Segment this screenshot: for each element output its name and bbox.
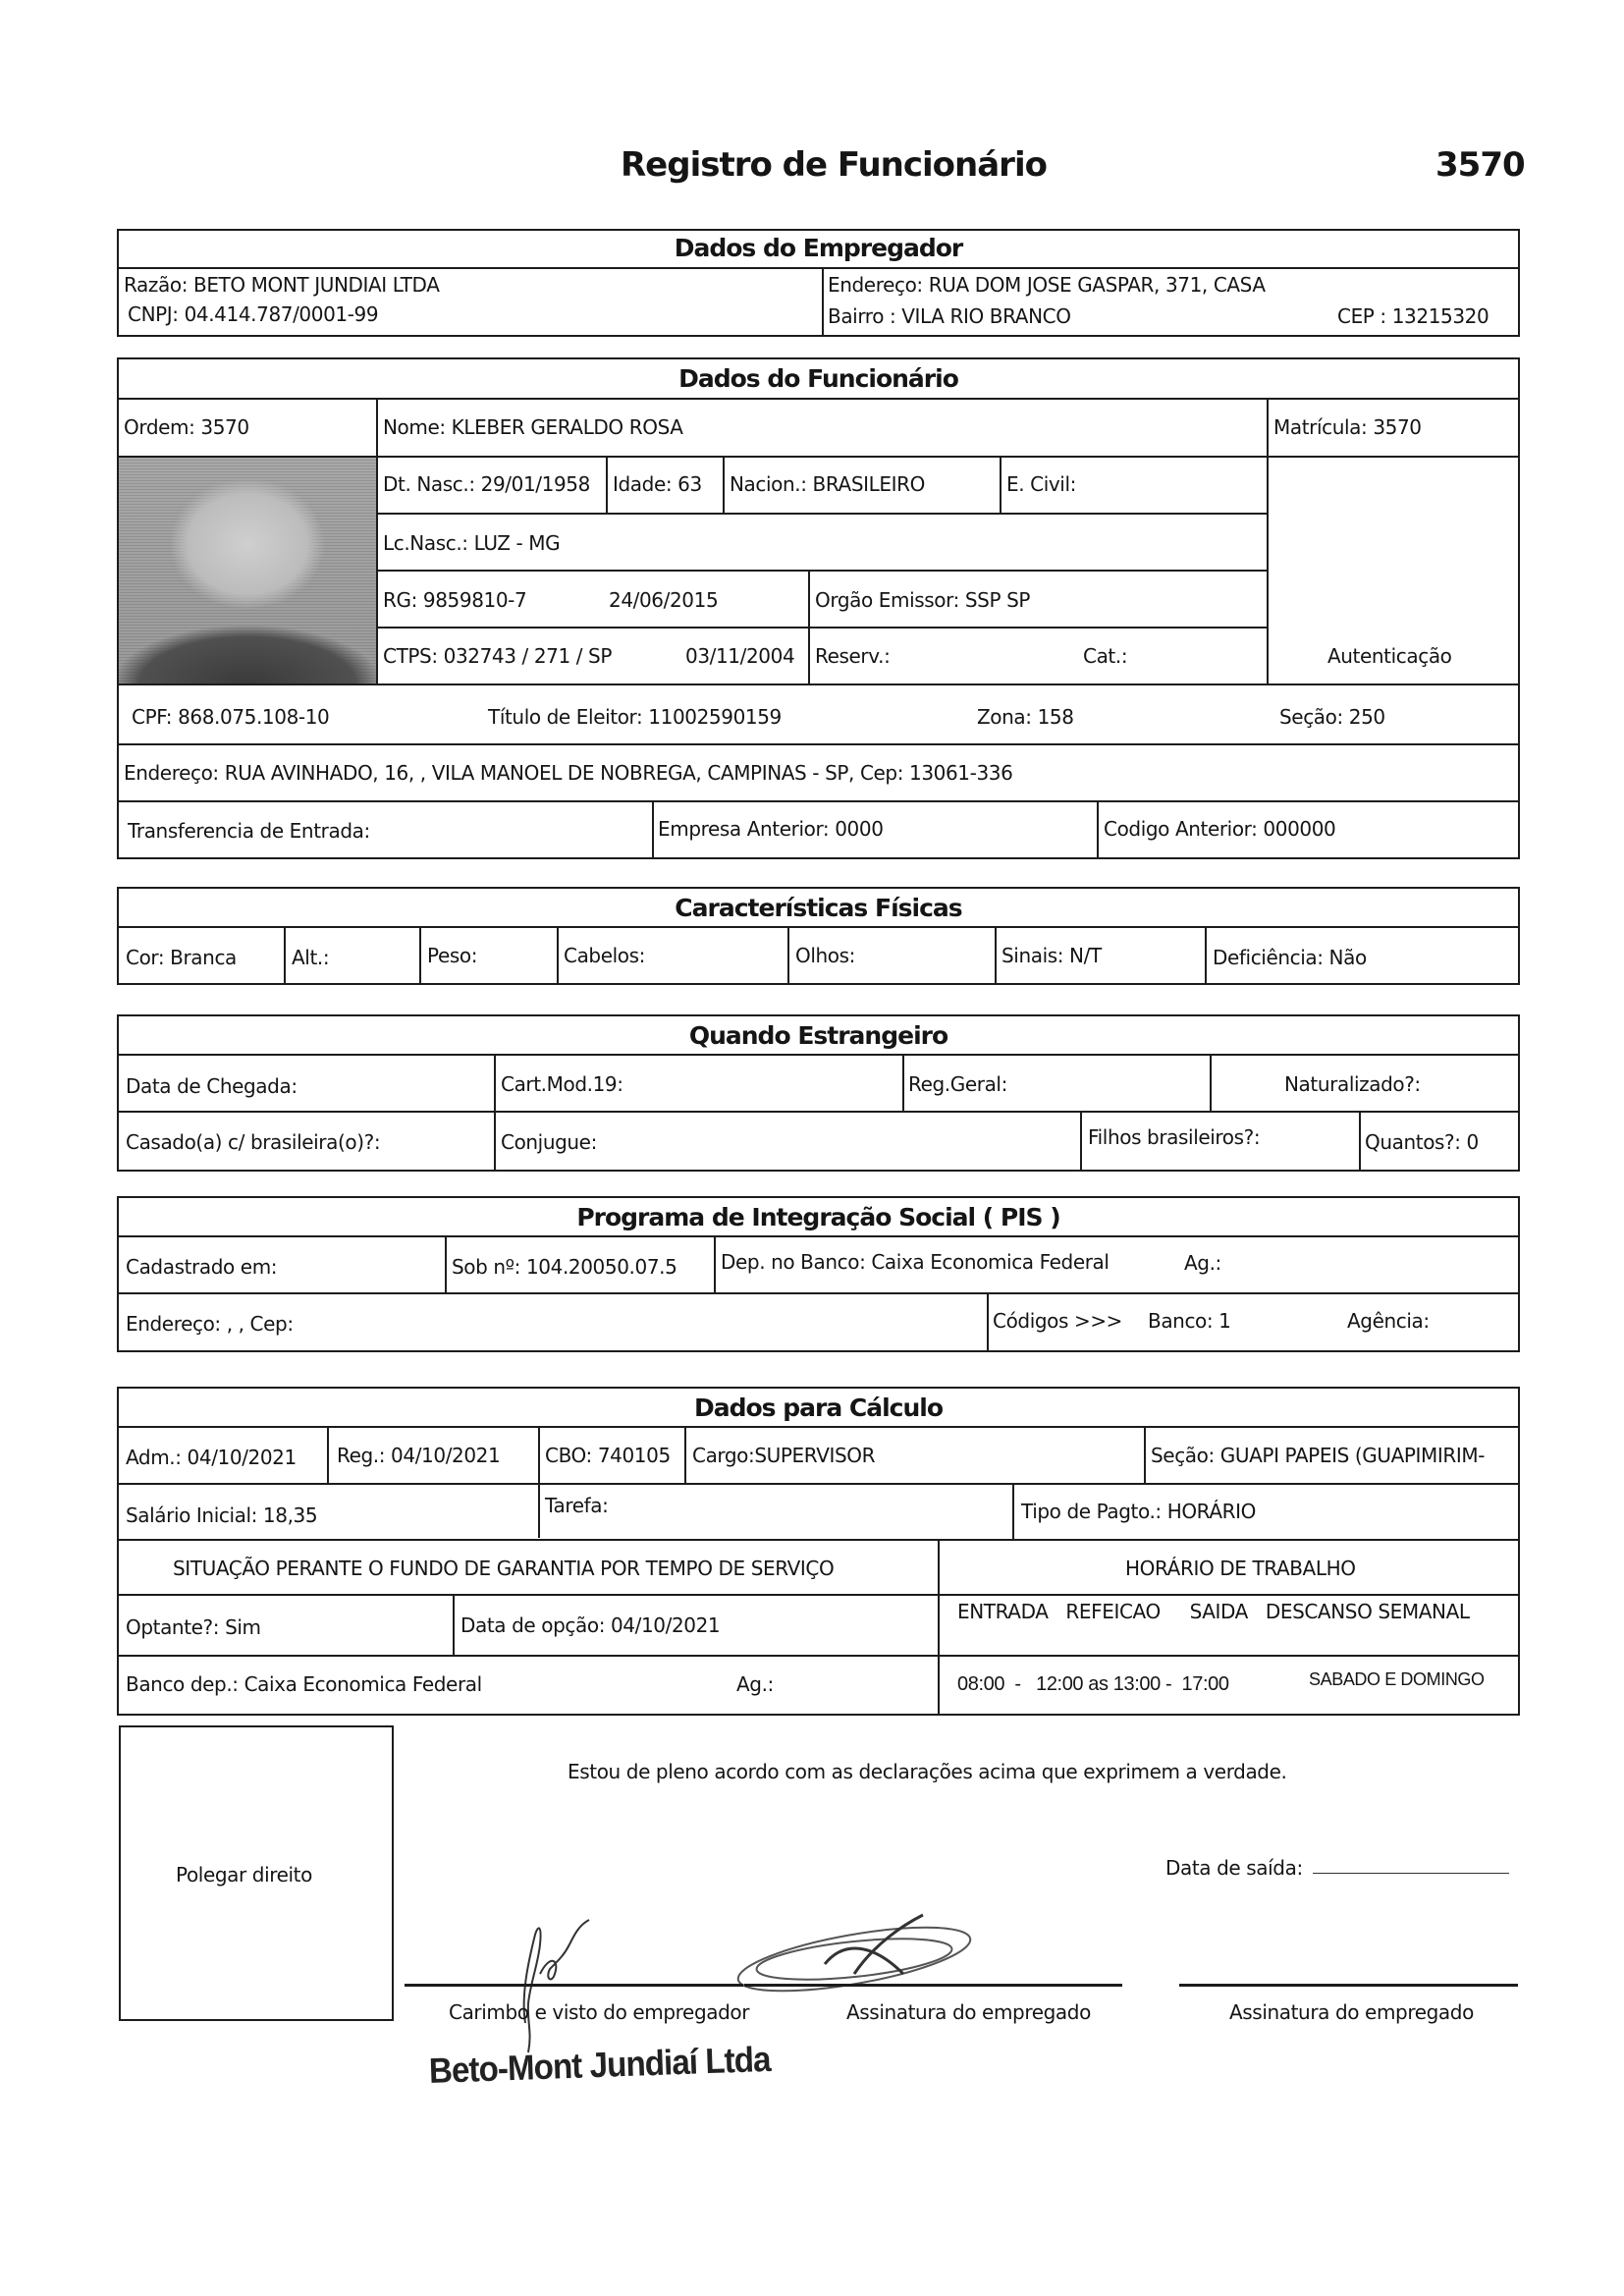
physical-heading: Características Físicas bbox=[675, 894, 962, 922]
fgts-optant: Optante?: Sim bbox=[126, 1615, 261, 1639]
employee-section-number: Seção: 250 bbox=[1279, 705, 1385, 729]
employee-photo bbox=[119, 458, 376, 684]
employee-ctps-date: 03/11/2004 bbox=[685, 644, 795, 668]
fgts-option-date: Data de opção: 04/10/2021 bbox=[460, 1613, 721, 1637]
employee-issuing-agency: Orgão Emissor: SSP SP bbox=[815, 588, 1031, 612]
disability: Deficiência: Não bbox=[1213, 946, 1367, 969]
schedule-times: 08:00 - 12:00 as 13:00 - 17:00 bbox=[957, 1673, 1229, 1695]
employee-cpf: CPF: 868.075.108-10 bbox=[132, 705, 330, 729]
divider bbox=[822, 267, 824, 336]
divider bbox=[117, 1054, 1520, 1056]
payment-type: Tipo de Pagto.: HORÁRIO bbox=[1021, 1500, 1256, 1523]
exit-date-field[interactable] bbox=[1313, 1873, 1509, 1874]
divider bbox=[1205, 926, 1207, 985]
pis-bank-code: Banco: 1 bbox=[1148, 1309, 1231, 1333]
divider bbox=[117, 683, 1520, 685]
divider bbox=[938, 1539, 940, 1716]
employee-voter-id: Título de Eleitor: 11002590159 bbox=[488, 705, 782, 729]
brazilian-children: Filhos brasileiros?: bbox=[1088, 1125, 1261, 1149]
registration-date: Reg.: 04/10/2021 bbox=[337, 1444, 501, 1467]
spouse: Conjugue: bbox=[501, 1130, 597, 1154]
divider bbox=[117, 1235, 1520, 1237]
pis-registered-on: Cadastrado em: bbox=[126, 1255, 278, 1279]
employee-cat: Cat.: bbox=[1083, 644, 1128, 668]
naturalized: Naturalizado?: bbox=[1284, 1072, 1421, 1096]
pis-number: Sob nº: 104.20050.07.5 bbox=[452, 1255, 677, 1279]
declaration-text: Estou de pleno acordo com as declarações acima que exprimem a verdade. bbox=[568, 1760, 1287, 1783]
divider bbox=[117, 1539, 1520, 1541]
employee-signature-icon bbox=[707, 1905, 1021, 2013]
arrival-date: Data de Chegada: bbox=[126, 1074, 298, 1098]
employee-ctps: CTPS: 032743 / 271 / SP bbox=[383, 644, 613, 668]
work-schedule-heading: HORÁRIO DE TRABALHO bbox=[1125, 1557, 1356, 1580]
divider bbox=[117, 267, 1520, 269]
employee-birthdate: Dt. Nasc.: 29/01/1958 bbox=[383, 472, 590, 496]
divider bbox=[284, 926, 286, 985]
employee-signature-label-1: Assinatura do empregado bbox=[846, 2000, 1091, 2024]
fgts-bank-agency: Ag.: bbox=[736, 1672, 774, 1696]
height: Alt.: bbox=[292, 946, 330, 969]
calculation-heading: Dados para Cálculo bbox=[693, 1394, 944, 1422]
foreigner-heading: Quando Estrangeiro bbox=[688, 1021, 948, 1050]
divider bbox=[1210, 1054, 1212, 1111]
employer-cnpj: CNPJ: 04.414.787/0001-99 bbox=[128, 302, 379, 326]
divider bbox=[445, 1235, 447, 1292]
employee-age: Idade: 63 bbox=[613, 472, 702, 496]
employer-bairro: Bairro : VILA RIO BRANCO bbox=[828, 304, 1071, 328]
employee-zone: Zona: 158 bbox=[977, 705, 1074, 729]
divider bbox=[995, 926, 997, 985]
divider bbox=[1012, 1483, 1014, 1539]
divider bbox=[117, 1111, 1520, 1113]
employer-heading: Dados do Empregador bbox=[674, 234, 963, 262]
employee-name: Nome: KLEBER GERALDO ROSA bbox=[383, 415, 683, 439]
employer-razao: Razão: BETO MONT JUNDIAI LTDA bbox=[124, 273, 440, 297]
cbo-code: CBO: 740105 bbox=[545, 1444, 671, 1467]
weekly-rest: SABADO E DOMINGO bbox=[1309, 1669, 1485, 1689]
divider bbox=[117, 1594, 1520, 1596]
divider bbox=[684, 1426, 686, 1483]
record-number: 3570 bbox=[1435, 145, 1525, 185]
divider bbox=[987, 1292, 989, 1351]
divider bbox=[723, 456, 725, 513]
employee-nationality: Nacion.: BRASILEIRO bbox=[730, 472, 925, 496]
divider bbox=[1359, 1111, 1361, 1171]
job-title: Cargo:SUPERVISOR bbox=[692, 1444, 876, 1467]
transfer-entry: Transferencia de Entrada: bbox=[128, 819, 370, 843]
employee-matricula: Matrícula: 3570 bbox=[1273, 415, 1422, 439]
employee-signature-line-2 bbox=[1179, 1984, 1518, 1987]
page-title: Registro de Funcionário bbox=[621, 145, 1047, 185]
divider bbox=[419, 926, 421, 985]
admission-date: Adm.: 04/10/2021 bbox=[126, 1446, 297, 1469]
divider bbox=[902, 1054, 904, 1111]
previous-company: Empresa Anterior: 0000 bbox=[658, 817, 884, 841]
employer-cep: CEP : 13215320 bbox=[1337, 304, 1489, 328]
divider bbox=[117, 1655, 1520, 1657]
cart-mod-19: Cart.Mod.19: bbox=[501, 1072, 623, 1096]
divider bbox=[376, 570, 1267, 572]
employee-address: Endereço: RUA AVINHADO, 16, , VILA MANOEL DE NOBREGA, CAMPINAS - SP, Cep: 13061-336 bbox=[124, 761, 1013, 785]
initial-salary: Salário Inicial: 18,35 bbox=[126, 1503, 318, 1527]
married-brazilian: Casado(a) c/ brasileira(o)?: bbox=[126, 1130, 381, 1154]
divider bbox=[1097, 800, 1099, 859]
weight: Peso: bbox=[427, 944, 478, 967]
divider bbox=[376, 627, 1267, 629]
divider bbox=[376, 398, 378, 457]
employee-signature-line-1 bbox=[744, 1984, 1122, 1987]
employer-stamp-label: Carimbo e visto do empregador bbox=[449, 2000, 750, 2024]
divider bbox=[1000, 456, 1001, 513]
pis-bank: Dep. no Banco: Caixa Economica Federal bbox=[721, 1250, 1110, 1274]
skin-color: Cor: Branca bbox=[126, 946, 237, 969]
divider bbox=[117, 1483, 1520, 1485]
divider bbox=[117, 800, 1520, 802]
divider bbox=[453, 1594, 455, 1655]
children-count: Quantos?: 0 bbox=[1365, 1130, 1479, 1154]
pis-codes-label: Códigos >>> bbox=[993, 1309, 1123, 1333]
employee-signature-label-2: Assinatura do empregado bbox=[1229, 2000, 1474, 2024]
marks: Sinais: N/T bbox=[1001, 944, 1102, 967]
divider bbox=[117, 1292, 1520, 1294]
employee-birthplace: Lc.Nasc.: LUZ - MG bbox=[383, 531, 561, 555]
employee-civil-status: E. Civil: bbox=[1006, 472, 1076, 496]
divider bbox=[1144, 1426, 1146, 1483]
divider bbox=[117, 926, 1520, 928]
employee-rg: RG: 9859810-7 bbox=[383, 588, 527, 612]
divider bbox=[117, 398, 1520, 400]
fgts-heading: SITUAÇÃO PERANTE O FUNDO DE GARANTIA POR TEMPO DE SERVIÇO bbox=[173, 1557, 835, 1580]
employer-signature-line bbox=[405, 1984, 743, 1987]
divider bbox=[1267, 398, 1269, 684]
divider bbox=[787, 926, 789, 985]
hair: Cabelos: bbox=[564, 944, 645, 967]
pis-bank-agency: Ag.: bbox=[1184, 1251, 1221, 1275]
previous-code: Codigo Anterior: 000000 bbox=[1104, 817, 1336, 841]
employer-signature-icon bbox=[481, 1866, 658, 2062]
divider bbox=[1080, 1111, 1082, 1171]
department: Seção: GUAPI PAPEIS (GUAPIMIRIM- bbox=[1151, 1444, 1486, 1467]
employee-reserv: Reserv.: bbox=[815, 644, 891, 668]
divider bbox=[714, 1235, 716, 1292]
fgts-bank: Banco dep.: Caixa Economica Federal bbox=[126, 1672, 482, 1696]
employer-address: Endereço: RUA DOM JOSE GASPAR, 371, CASA bbox=[828, 273, 1266, 297]
divider bbox=[376, 513, 1267, 515]
exit-date-label: Data de saída: bbox=[1165, 1856, 1303, 1880]
divider bbox=[538, 1426, 540, 1538]
company-stamp: Beto-Mont Jundiaí Ltda bbox=[428, 2038, 772, 2091]
pis-address: Endereço: , , Cep: bbox=[126, 1312, 294, 1336]
divider bbox=[557, 926, 559, 985]
pis-agency-code: Agência: bbox=[1347, 1309, 1430, 1333]
reg-geral: Reg.Geral: bbox=[908, 1072, 1007, 1096]
eyes: Olhos: bbox=[795, 944, 855, 967]
divider bbox=[117, 743, 1520, 745]
authentication-label: Autenticação bbox=[1327, 644, 1452, 668]
thumbprint-label: Polegar direito bbox=[176, 1863, 312, 1886]
task: Tarefa: bbox=[545, 1494, 609, 1517]
divider bbox=[606, 456, 608, 513]
divider bbox=[652, 800, 654, 859]
employee-rg-date: 24/06/2015 bbox=[609, 588, 719, 612]
schedule-columns: ENTRADA REFEICAO SAIDA DESCANSO SEMANAL bbox=[957, 1600, 1470, 1623]
employee-heading: Dados do Funcionário bbox=[678, 364, 958, 393]
pis-heading: Programa de Integração Social ( PIS ) bbox=[576, 1203, 1060, 1231]
divider bbox=[327, 1426, 329, 1483]
employee-ordem: Ordem: 3570 bbox=[124, 415, 249, 439]
